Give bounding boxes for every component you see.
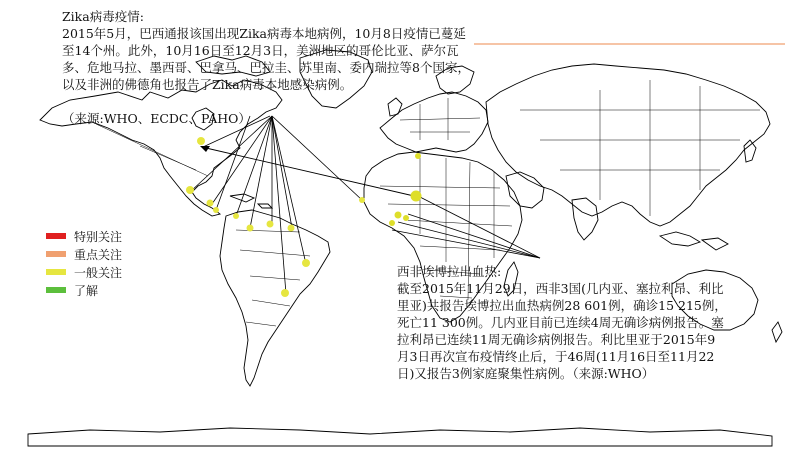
caribbean-islands-outline	[230, 194, 272, 208]
marker-panama	[233, 213, 239, 219]
marker-paraguay	[281, 289, 289, 297]
legend-swatch-general	[46, 269, 66, 275]
north-america-outline	[40, 80, 282, 216]
legend-label-special: 特别关注	[74, 230, 123, 244]
legend-swatch-aware	[46, 287, 66, 293]
marker-west-africa	[403, 215, 409, 221]
india-outline	[572, 198, 598, 240]
zika-body: 2015年5月，巴西通报该国出现Zika病毒本地病例，10月8日疫情已蔓延至14个州。此外，10月16日至12月3日，美洲地区的哥伦比亚、萨尔瓦多、危地马拉、墨西哥、巴拿马、巴拉圭、苏里南、委内瑞拉等8个国家，以及非洲的佛德角也报告了Zika病毒本地感染病例。	[62, 26, 470, 92]
marker-north-america	[197, 137, 205, 145]
zika-connector-lines	[190, 116, 362, 294]
british-isles-outline	[388, 98, 402, 116]
marker-liberia	[389, 220, 395, 226]
marker-guinea	[411, 191, 422, 202]
ebola-body: 截至2015年11月29日，西非3国(几内亚、塞拉利昂、利比里亚)共报告埃博拉出血热病例28 601例，确诊15 215例，死亡11 300例。几内亚目前已连续4周无确诊病例报告。塞拉利昂已连续11周无确诊病例报告。利比里亚于2015年9月3日再次宣布疫情终止后，于46周(11月16日至11月22日)又报告3例家庭聚集性病例。（来源:WHO）	[397, 281, 727, 381]
legend-swatch-special	[46, 233, 66, 239]
marker-guatemala	[207, 200, 214, 207]
japan-outline	[744, 140, 756, 162]
marker-brazil	[302, 259, 310, 267]
southeast-asia-islands-outline	[660, 232, 728, 250]
marker-sierra-leone	[395, 212, 402, 219]
legend-label-aware: 了解	[74, 284, 99, 298]
antarctica-outline	[28, 428, 772, 446]
marker-colombia	[247, 225, 254, 232]
europe-outline	[380, 92, 488, 152]
zika-source: （来源:WHO、ECDC、PAHO）	[62, 111, 251, 126]
south-america-outline	[220, 210, 330, 386]
legend-swatch-key	[46, 251, 66, 257]
legend-label-key: 重点关注	[74, 248, 123, 262]
marker-venezuela	[267, 221, 274, 228]
marker-cape-verde	[359, 197, 365, 203]
marker-suriname	[288, 225, 295, 232]
arabia-outline	[506, 172, 544, 208]
new-zealand-outline	[772, 322, 782, 342]
zika-title: Zika病毒疫情:	[62, 9, 144, 24]
asia-outline	[486, 64, 770, 226]
ebola-title: 西非埃博拉出血热:	[397, 264, 502, 279]
legend-label-general: 一般关注	[74, 266, 123, 280]
ebola-markers	[389, 153, 422, 226]
marker-north-africa	[415, 153, 421, 159]
marker-el-salvador	[213, 207, 219, 213]
marker-mexico	[186, 186, 194, 194]
